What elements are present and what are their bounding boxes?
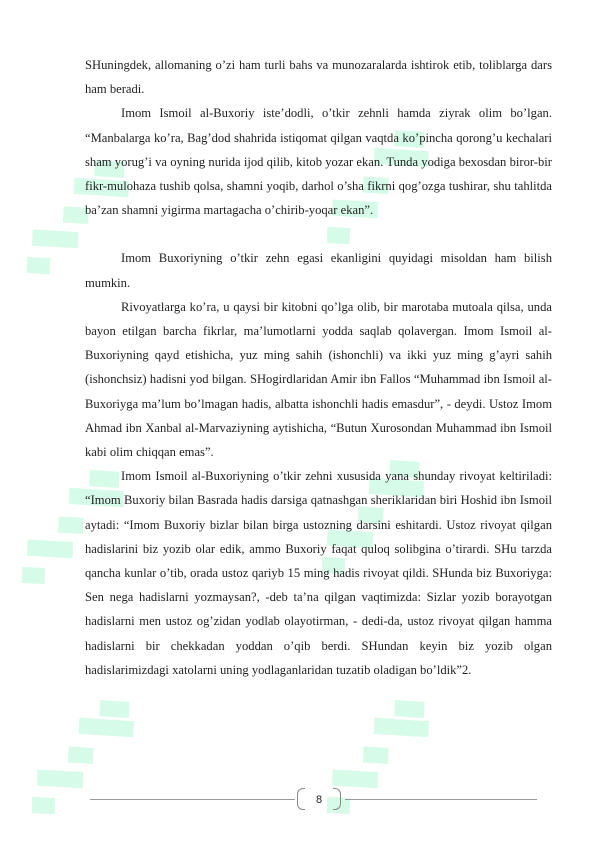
document-body <box>85 53 552 682</box>
page-footer <box>0 786 596 816</box>
paragraph-5: Imom Ismoil al-Buxoriyning o’tkir zehni xususida yana shunday rivoyat keltiriladi: “Imom Buxoriy bilan Basrada hadis darsiga qatnashgan sheriklaridan biri Hoshid ibn Ismoil aytadi: “Imom Buxoriy bizlar bilan birga ustozning darsini eshitardi. Ustoz rivoyat qilgan hadislarini biz yozib olar edik, ammo Buxoriy faqat quloq solibgina o’tirardi. SHu tarzda qancha kunlar o’tib, orada ustoz qariyb 15 ming hadis rivoyat qildi. SHunda biz Buxoriyga: Sen nega hadislarni yozmaysan?, -deb ta’na qilgan vaqtimizda: Sizlar yozib borayotgan hadislarni men ustoz og’zidan yodlab olayotirman, - dedi-da, ustoz rivoyat qilgan hamma hadislarni bir chekkadan yoddan o’qib berdi. SHundan keyin biz yozib olgan hadislarimizdagi xatolarni uning yodlaganlaridan tuzatib oladigan bo’ldik”2. <box>85 469 552 677</box>
footer-line-left <box>90 799 295 800</box>
paragraph-3: Imom Buxoriyning o’tkir zehn egasi ekanligini quyidagi misoldan ham bilish mumkin. <box>85 251 552 290</box>
paragraph-gap <box>85 222 552 246</box>
paragraph-1: SHuningdek, allomaning o’zi ham turli bahs va munozaralarda ishtirok etib, toliblarga dars ham beradi. <box>85 58 552 97</box>
page-number: 8 <box>315 794 323 806</box>
paragraph-2: Imom Ismoil al-Buxoriy iste’dodli, o’tkir zehnli hamda ziyrak olim bo’lgan. “Manbalarga ko’ra, Bag’dod shahrida istiqomat qilgan vaqtda ko’pincha qorong’u kechalari sham yorug’i va oyning nurida ijod qilib, kitob yozar ekan. Tunda yodiga bexosdan biror-bir fikr-mulohaza tushib qolsa, shamni yoqib, darhol o’sha fikrni qog’ozga tushirar, shu tahlitda ba’zan shamni yigirma martagacha o’chirib-yoqar ekan”. <box>85 106 552 218</box>
footer-line-right <box>345 799 537 800</box>
paragraph-4: Rivoyatlarga ko’ra, u qaysi bir kitobni qo’lga olib, bir marotaba mutoala qilsa, unda bayon etilgan barcha fikrlar, ma’lumotlarni yodda saqlab qolavergan. Imom Ismoil al-Buxoriyning qayd etishicha, yuz ming sahih (ishonchli) va ikki yuz ming g’ayri sahih (ishonchsiz) hadisni yod bilgan. SHogirdlaridan Amir ibn Fallos “Muhammad ibn Ismoil al-Buxoriyga ma’lum bo’lmagan hadis, albatta ishonchli hadis emasdur”, - deydi. Ustoz Imom Ahmad ibn Xanbal al-Marvaziyning aytishicha, “Butun Xurosondan Muhammad ibn Ismoil kabi olim chiqqan emas”. <box>85 299 552 460</box>
page-number-bracket-right <box>333 788 341 810</box>
